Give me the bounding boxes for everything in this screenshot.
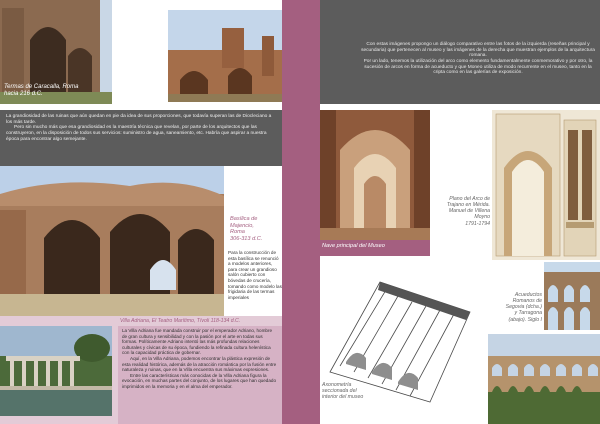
left-gray-para-1: La grandiosidad de las ruinas que aún quedan en pie da idea de sus proporciones, que todavía superan las de Diocleciano a los más tarde. bbox=[6, 114, 272, 125]
maxentius-caption bbox=[230, 216, 282, 242]
arch-caption-line1: Plano del Arco de bbox=[449, 196, 490, 202]
maxentius-caption-line4: 306-313 d.C. bbox=[230, 235, 263, 242]
villa-para-1: La Villa Adriana fue mandada construir por el emperador Adriano, hombre de gran cultura y sensibilidad y con la pasión por el arte en todas sus formas. Políticamente Adriano intentó las más profundas relaciones culturales y cívicas de su época, fundiendo la refinada cultura helenística con la capacidad práctica de gobernar. bbox=[122, 328, 273, 356]
axon-caption-line1: Axonometría bbox=[322, 382, 352, 388]
maxentius-caption-line3: Roma bbox=[230, 229, 245, 236]
caracalla-caption-line1: Termas de Caracalla, Roma bbox=[4, 84, 79, 90]
villa-para-3: Entre las características más conocidas de la Villa Adriana figura la evocación, en muchas partes del conjunto, de los lugares que han quedado imprimidos en la memoria y en el alma del emperador. bbox=[122, 372, 276, 389]
left-gray-para-2: Pero sin mucho más que esa grandiosidad es la maestría técnica que revelan, por parte de los arquitectos que las construyeron, en la disposición de todos sus servicios: suministro de agua, saneamiento, etc. Habría que aspirar a nuestra época para encontrar algo semejante. bbox=[6, 125, 267, 142]
maxentius-caption-line2: Majencio, bbox=[230, 222, 254, 229]
axon-caption-line3: interior del museo bbox=[322, 394, 364, 401]
axon-caption bbox=[322, 382, 402, 400]
villa-adriana-photo bbox=[0, 326, 112, 416]
maxentius-text: Para la construcción de esta basílica se renunció a modelos anteriores, para crear un grandioso salón cubierto con bóvedas de crucería, tomando como modelo las frigidaria de las termas imperiales bbox=[228, 250, 282, 300]
aqueduct-caption bbox=[488, 292, 542, 323]
arch-of-trajan-drawing bbox=[492, 110, 600, 260]
left-gray-band-text bbox=[6, 114, 278, 142]
aqueduct-caption-line3: Segovia (dcha.) bbox=[505, 304, 542, 311]
axon-caption-line2: seccionada del bbox=[322, 388, 357, 395]
villa-caption: Villa Adriana, El Teatro Marítimo, Tívoli 118-134 d.C. bbox=[120, 318, 241, 324]
aqueduct-caption-line5: (abajo). Siglo I bbox=[508, 316, 542, 323]
villa-para-2: Aquí, en la Villa Adriana, podemos encontrar la plástica expresión de esta realidad histórica, además de la atracción romántica por la fusión entre naturaleza y ruinas, que en la Villa encuentra sus máximas expresiones. bbox=[122, 355, 277, 373]
arch-caption-line2: Trajano en Mérida. bbox=[446, 202, 490, 209]
villa-text bbox=[122, 328, 278, 390]
caracalla-caption bbox=[4, 84, 112, 98]
caracalla-caption-line2: hacia 216 d.C. bbox=[4, 91, 43, 98]
nave-caption: Nave principal del Museo bbox=[322, 243, 385, 249]
right-gray-para-2: Por un lado, tenemos la utilización del arco como elemento fundamentalmente conmemorativo y por otro, la sucesión de arcos en forma de acueducto y que Moneo utiliza de modo recurrente en el museo, tanto en la cripta como en las galerías de exposición. bbox=[363, 58, 593, 76]
maxentius-caption-line1: Basílica de bbox=[230, 216, 258, 222]
maxentius-basilica-photo bbox=[0, 166, 224, 316]
arch-caption bbox=[432, 196, 490, 227]
aqueduct-caption-line2: Romanos de bbox=[512, 298, 542, 305]
arch-caption-line5: 1791-1794 bbox=[465, 220, 490, 227]
tarragona-aqueduct-photo bbox=[488, 334, 600, 424]
aqueduct-caption-line1: Acueductos bbox=[514, 292, 542, 298]
arch-caption-line3: Manuel de Villena bbox=[448, 208, 490, 215]
aqueduct-caption-line4: y Tarragona bbox=[514, 310, 542, 317]
ruins-arches-photo bbox=[168, 10, 282, 102]
right-gray-para-1: Con estas imágenes propongo un diálogo comparativo entre las fotos de la izquierda (reseñas principal y secundaria) que pertenecen al museo y las imágenes de la derecha que muestran ejemplos de la arquitectura romana. bbox=[361, 42, 595, 59]
arch-caption-line4: Moyno bbox=[474, 214, 490, 221]
spine-band bbox=[282, 0, 320, 424]
right-gray-band-text bbox=[360, 42, 596, 76]
segovia-aqueduct-photo bbox=[544, 262, 600, 330]
museum-nave-photo bbox=[320, 110, 430, 240]
